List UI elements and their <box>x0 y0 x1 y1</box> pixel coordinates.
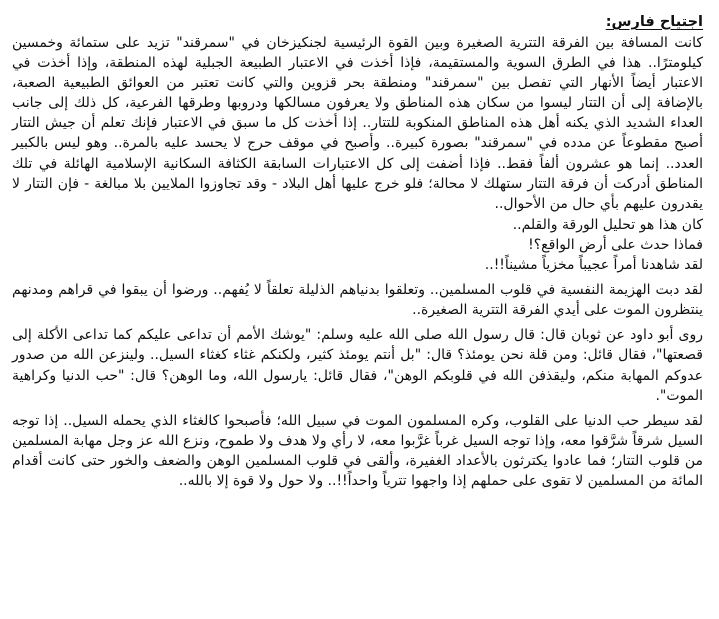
paragraph-conclusion: لقد سيطر حب الدنيا على القلوب، وكره المسلمون الموت في سبيل الله؛ فأصبحوا كالغثاء الذي يحمله السيل.. إذا توجه السيل شرقاً شرَّقوا معه، وإذا توجه السيل غرباً غرَّبوا معه، لا رأي ولا هدف ولا طموح، ونزع الله عز وجل مهابة المسلمين من قلوب التتار؛ فما عادوا يكترثون بالأعداد الغفيرة، وألقى في قلوب المسلمين الوهن والضعف والخور حتى كانت أقدام المائة من المسلمين لا تقوى على حملهم إذا واجهوا تترياً واحداً!!.. ولا حول ولا قوة إلا بالله.. <box>12 412 703 489</box>
paragraph-analysis: كانت المسافة بين الفرقة التترية الصغيرة وبين القوة الرئيسية لجنكيزخان في "سمرقند" تزيد على ستمائة وخمسين كيلومترًا.. هذا في الطرق السوية والمستقيمة، فإذا أخذت في الاعتبار الطبيعة الجبلية لهذه المنطقة، وإذا أخذت في الاعتبار أيضاً الأنهار التي تفصل بين "سمرقند" ومنطقة بحر قزوين والتي كانت تعتبر من العوائق الطبيعية الصعبة، بالإضافة إلى أن التتار ليسوا من سكان هذه المناطق ولا يعرفون مسالكها ودروبها وطرقها الفرعية، كل ذلك إلى جانب العداء الشديد الذي يكنه أهل هذه المناطق المنكوبة للتتار.. إذا أخذت كل ما سبق في الاعتبار فإنك تعلم أن جيش التتار أصبح مقطوعاً عن مدده في "سمرقند" بصورة كبيرة.. وأصبح في موقف حرج لا يحسد عليه بالمرة.. وهو ليس بالكبير العدد.. إنما هو عشرون ألفاً فقط.. فإذا أضفت إلى كل الاعتبارات السابقة الكثافة السكانية الإسلامية الهائلة في تلك المناطق أدركت أن فرقة التتار ستهلك لا محالة؛ فلو خرج عليها أهل البلاد - وقد تجاوزوا الملايين بلا مبالغة - فإن التتار لا يقدرون عليهم بأي حال من الأحوال.. <box>12 35 703 212</box>
paragraph-shameful: لقد شاهدنا أمراً عجيباً مخزياً مشيناً!!.. <box>484 257 703 274</box>
paragraph-defeat: لقد دبت الهزيمة النفسية في قلوب المسلمين.. وتعلقوا بدنياهم الذليلة تعلقاً لا يُفهم.. ورضوا أن يبقوا في قراهم ومدنهم ينتظرون الموت على أيدي الفرقة التترية الصغيرة.. <box>12 282 703 319</box>
paragraph-question: فماذا حدث على أرض الواقع؟! <box>528 236 703 253</box>
paragraph-hadith: روى أبو داود عن ثوبان قال: قال رسول الله صلى الله عليه وسلم: "يوشك الأمم أن تداعى عليكم كما تداعى الأكلة إلى قصعتها"، فقال قائل: ومن قلة نحن يومئذ؟ قال: "بل أنتم يومئذ كثير، ولكنكم غثاء كغثاء السيل.. ولينزعن الله من صدور عدوكم المهابة منكم، وليقذفن الله في قلوبكم الوهن"، فقال قائل: يارسول الله، وما الوهن؟ قال: "حب الدنيا وكراهية الموت". <box>12 327 703 404</box>
section-heading: اجتياح فارس: <box>605 14 703 30</box>
paragraph-paper-analysis: كان هذا هو تحليل الورقة والقلم.. <box>512 216 703 233</box>
